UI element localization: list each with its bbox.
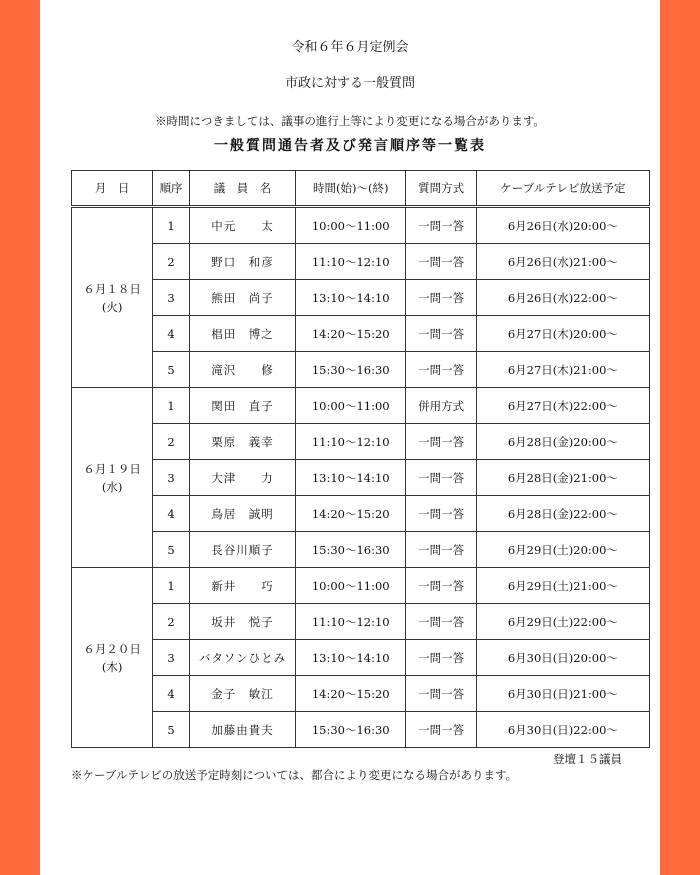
format-cell: 一問一答: [406, 676, 476, 712]
name-cell: 野口 和彦: [189, 244, 295, 280]
time-cell: 13:10～14:10: [296, 640, 406, 676]
table-header-row: [72, 171, 650, 207]
date-cell: [72, 207, 153, 388]
document-page: [40, 0, 660, 875]
order-cell: 1: [153, 568, 190, 604]
time-cell: 10:00～11:00: [296, 207, 406, 244]
table-row: [72, 712, 650, 748]
order-cell: 2: [153, 424, 190, 460]
tv-cell: 6月29日(土)21:00～: [476, 568, 649, 604]
name-cell: 中元 太: [189, 207, 295, 244]
format-cell: 一問一答: [406, 532, 476, 568]
tv-cell: 6月29日(土)22:00～: [476, 604, 649, 640]
time-cell: 13:10～14:10: [296, 460, 406, 496]
order-cell: 5: [153, 712, 190, 748]
order-cell: 4: [153, 496, 190, 532]
order-cell: 2: [153, 244, 190, 280]
name-cell: 熊田 尚子: [189, 280, 295, 316]
table-row: [72, 604, 650, 640]
table-row: [72, 460, 650, 496]
format-cell: 一問一答: [406, 640, 476, 676]
name-cell: 鳥居 誠明: [189, 496, 295, 532]
speaker-count: 登壇１５議員: [553, 752, 622, 766]
name-cell: 金子 敏江: [189, 676, 295, 712]
schedule-table: [71, 170, 650, 748]
order-cell: 3: [153, 640, 190, 676]
format-cell: 一問一答: [406, 244, 476, 280]
name-cell: 椙田 博之: [189, 316, 295, 352]
name-cell: 滝沢 修: [189, 352, 295, 388]
table-title: 一般質問通告者及び発言順序等一覧表: [214, 138, 486, 154]
table-row: [72, 352, 650, 388]
tv-cell: 6月29日(土)20:00～: [476, 532, 649, 568]
order-cell: 3: [153, 460, 190, 496]
table-row: [72, 207, 650, 244]
name-cell: 栗原 義幸: [189, 424, 295, 460]
table-row: [72, 640, 650, 676]
tv-cell: 6月30日(日)20:00～: [476, 640, 649, 676]
order-cell: 1: [153, 388, 190, 424]
date-cell: [72, 388, 153, 568]
tv-cell: 6月28日(金)21:00～: [476, 460, 649, 496]
date-label: ６月１８日: [83, 281, 141, 296]
tv-cell: 6月30日(日)22:00～: [476, 712, 649, 748]
weekday-label: (木): [101, 659, 123, 674]
order-cell: 5: [153, 352, 190, 388]
weekday-label: (水): [101, 479, 123, 494]
page-subtitle: 市政に対する一般質問: [284, 76, 415, 91]
header-name: 議 員 名: [189, 171, 295, 207]
name-cell: 関田 直子: [189, 388, 295, 424]
format-cell: 一問一答: [406, 604, 476, 640]
format-cell: 一問一答: [406, 424, 476, 460]
format-cell: 一問一答: [406, 568, 476, 604]
name-cell: バタソンひとみ: [189, 640, 295, 676]
time-cell: 15:30～16:30: [296, 712, 406, 748]
header-time: 時間(始)～(終): [296, 171, 406, 207]
format-cell: 一問一答: [406, 712, 476, 748]
time-cell: 11:10～12:10: [296, 604, 406, 640]
order-cell: 3: [153, 280, 190, 316]
format-cell: 一問一答: [406, 280, 476, 316]
table-row: [72, 424, 650, 460]
tv-cell: 6月27日(木)21:00～: [476, 352, 649, 388]
time-cell: 11:10～12:10: [296, 424, 406, 460]
header-format: 質問方式: [406, 171, 476, 207]
name-cell: 坂井 悦子: [189, 604, 295, 640]
name-cell: 長谷川順子: [189, 532, 295, 568]
order-cell: 1: [153, 207, 190, 244]
order-cell: 5: [153, 532, 190, 568]
header-date: 月 日: [72, 171, 153, 207]
format-cell: 一問一答: [406, 207, 476, 244]
tv-cell: 6月26日(水)20:00～: [476, 207, 649, 244]
tv-cell: 6月28日(金)22:00～: [476, 496, 649, 532]
tv-cell: 6月26日(水)21:00～: [476, 244, 649, 280]
format-cell: 一問一答: [406, 352, 476, 388]
schedule-body: [72, 207, 650, 748]
header-order: 順序: [153, 171, 190, 207]
time-cell: 14:20～15:20: [296, 496, 406, 532]
name-cell: 大津 力: [189, 460, 295, 496]
name-cell: 加藤由貴夫: [189, 712, 295, 748]
format-cell: 一問一答: [406, 460, 476, 496]
table-row: [72, 388, 650, 424]
format-cell: 一問一答: [406, 496, 476, 532]
tv-cell: 6月27日(木)20:00～: [476, 316, 649, 352]
date-label: ６月２０日: [83, 641, 141, 656]
name-cell: 新井 巧: [189, 568, 295, 604]
time-cell: 14:20～15:20: [296, 316, 406, 352]
order-cell: 4: [153, 316, 190, 352]
table-row: [72, 568, 650, 604]
session-title: 令和６年６月定例会: [291, 40, 409, 55]
table-row: [72, 496, 650, 532]
table-row: [72, 676, 650, 712]
header-tv: ケーブルテレビ放送予定: [476, 171, 649, 207]
time-cell: 10:00～11:00: [296, 388, 406, 424]
tv-cell: 6月27日(木)22:00～: [476, 388, 649, 424]
time-cell: 15:30～16:30: [296, 352, 406, 388]
date-cell: [72, 568, 153, 748]
time-change-note: ※時間につきましては、議事の進行上等により変更になる場合があります。: [155, 114, 545, 128]
table-row: [72, 316, 650, 352]
time-cell: 15:30～16:30: [296, 532, 406, 568]
table-row: [72, 280, 650, 316]
time-cell: 10:00～11:00: [296, 568, 406, 604]
tv-cell: 6月30日(日)21:00～: [476, 676, 649, 712]
time-cell: 14:20～15:20: [296, 676, 406, 712]
date-label: ６月１９日: [83, 461, 141, 476]
time-cell: 13:10～14:10: [296, 280, 406, 316]
weekday-label: (火): [101, 299, 123, 314]
order-cell: 4: [153, 676, 190, 712]
tv-cell: 6月26日(水)22:00～: [476, 280, 649, 316]
order-cell: 2: [153, 604, 190, 640]
tv-cell: 6月28日(金)20:00～: [476, 424, 649, 460]
format-cell: 一問一答: [406, 316, 476, 352]
cable-tv-note: ※ケーブルテレビの放送予定時刻については、都合により変更になる場合があります。: [71, 768, 518, 782]
time-cell: 11:10～12:10: [296, 244, 406, 280]
table-row: [72, 244, 650, 280]
table-row: [72, 532, 650, 568]
format-cell: 併用方式: [406, 388, 476, 424]
